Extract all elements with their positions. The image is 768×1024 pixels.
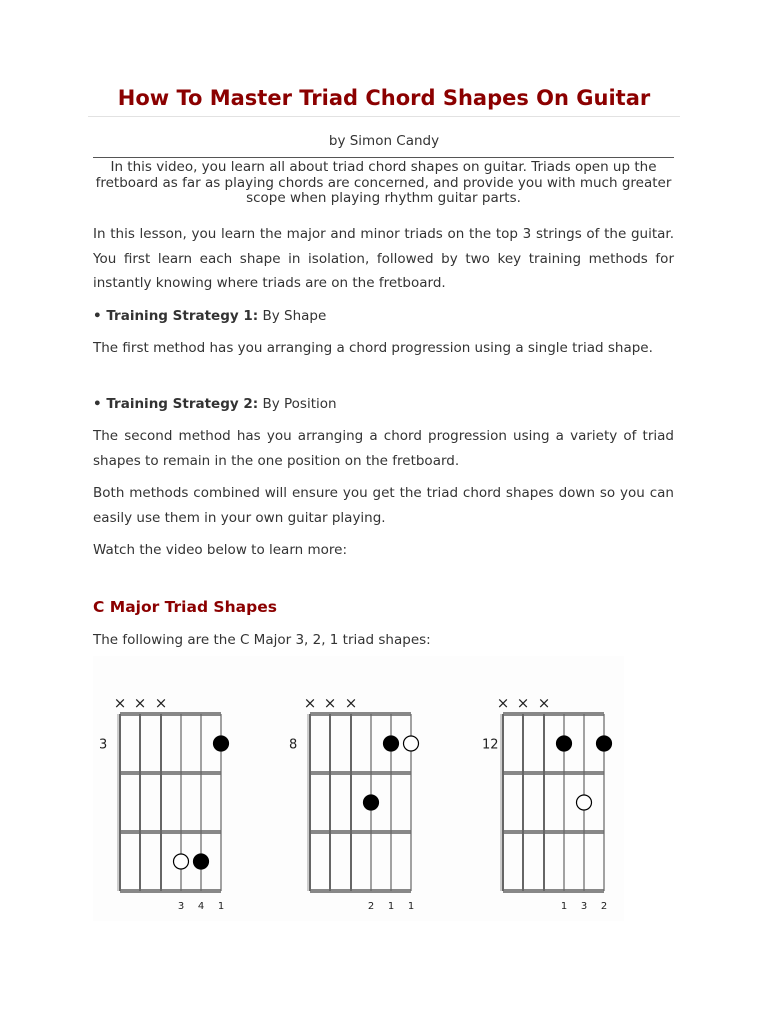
note-dot-filled bbox=[384, 736, 399, 751]
fingering-number: 4 bbox=[197, 901, 205, 912]
muted-string-marker: × bbox=[344, 694, 358, 712]
strategy-1-value: By Shape bbox=[262, 308, 327, 324]
fingering-number: 3 bbox=[580, 901, 588, 912]
chord-diagrams-svg bbox=[93, 656, 624, 921]
fret-position-label: 8 bbox=[289, 737, 298, 753]
strategy-2-label: • Training Strategy 2: bbox=[93, 396, 259, 412]
intro-paragraph: In this lesson, you learn the major and minor triads on the top 3 strings of the guitar. You first learn each shape in isolation, followed by two key training methods for instantly knowing where triads are on the fretboard. bbox=[93, 226, 674, 291]
strategy-1-label: • Training Strategy 1: bbox=[93, 308, 259, 324]
author-byline: by Simon Candy bbox=[328, 133, 440, 149]
muted-string-marker: × bbox=[537, 694, 551, 712]
strategy-2 bbox=[93, 392, 674, 417]
strategy-2-value: By Position bbox=[262, 396, 337, 412]
title-divider bbox=[88, 116, 680, 117]
fingering-number: 3 bbox=[177, 901, 185, 912]
fret-position-label: 3 bbox=[99, 737, 108, 753]
fingering-number: 1 bbox=[407, 901, 415, 912]
page-title: How To Master Triad Chord Shapes On Guitar bbox=[117, 86, 651, 110]
fingering-number: 1 bbox=[560, 901, 568, 912]
note-dot-filled bbox=[597, 736, 612, 751]
fingering-number: 1 bbox=[217, 901, 225, 912]
note-dot-open bbox=[174, 854, 189, 869]
combined-paragraph: Both methods combined will ensure you get the triad chord shapes down so you can easily use them in your own guitar playing. bbox=[93, 485, 674, 526]
section-intro: The following are the C Major 3, 2, 1 triad shapes: bbox=[93, 632, 431, 648]
note-dot-filled bbox=[194, 854, 209, 869]
section-heading: C Major Triad Shapes bbox=[93, 598, 277, 616]
fingering-number: 2 bbox=[600, 901, 608, 912]
note-dot-open bbox=[577, 795, 592, 810]
muted-string-marker: × bbox=[154, 694, 168, 712]
fingering-number: 2 bbox=[367, 901, 375, 912]
muted-string-marker: × bbox=[496, 694, 510, 712]
note-dot-filled bbox=[364, 795, 379, 810]
fingering-number: 1 bbox=[387, 901, 395, 912]
watch-video-text: Watch the video below to learn more: bbox=[93, 542, 348, 558]
muted-string-marker: × bbox=[323, 694, 337, 712]
strategy-1-description: The first method has you arranging a chord progression using a single triad shape. bbox=[93, 340, 653, 356]
note-dot-filled bbox=[557, 736, 572, 751]
muted-string-marker: × bbox=[133, 694, 147, 712]
fret-position-label: 12 bbox=[482, 737, 499, 753]
chord-diagrams-image bbox=[93, 656, 624, 921]
muted-string-marker: × bbox=[113, 694, 127, 712]
muted-string-marker: × bbox=[303, 694, 317, 712]
note-dot-filled bbox=[214, 736, 229, 751]
strategy-2-description: The second method has you arranging a chord progression using a variety of triad shapes to remain in the one position on the fretboard. bbox=[93, 428, 674, 469]
article-summary: In this video, you learn all about triad chord shapes on guitar. Triads open up the fretboard as far as playing chords are concerned, and provide you with much greater scope when playing rhythm guitar parts. bbox=[93, 157, 674, 207]
muted-string-marker: × bbox=[516, 694, 530, 712]
note-dot-open bbox=[404, 736, 419, 751]
strategy-1 bbox=[93, 304, 674, 329]
